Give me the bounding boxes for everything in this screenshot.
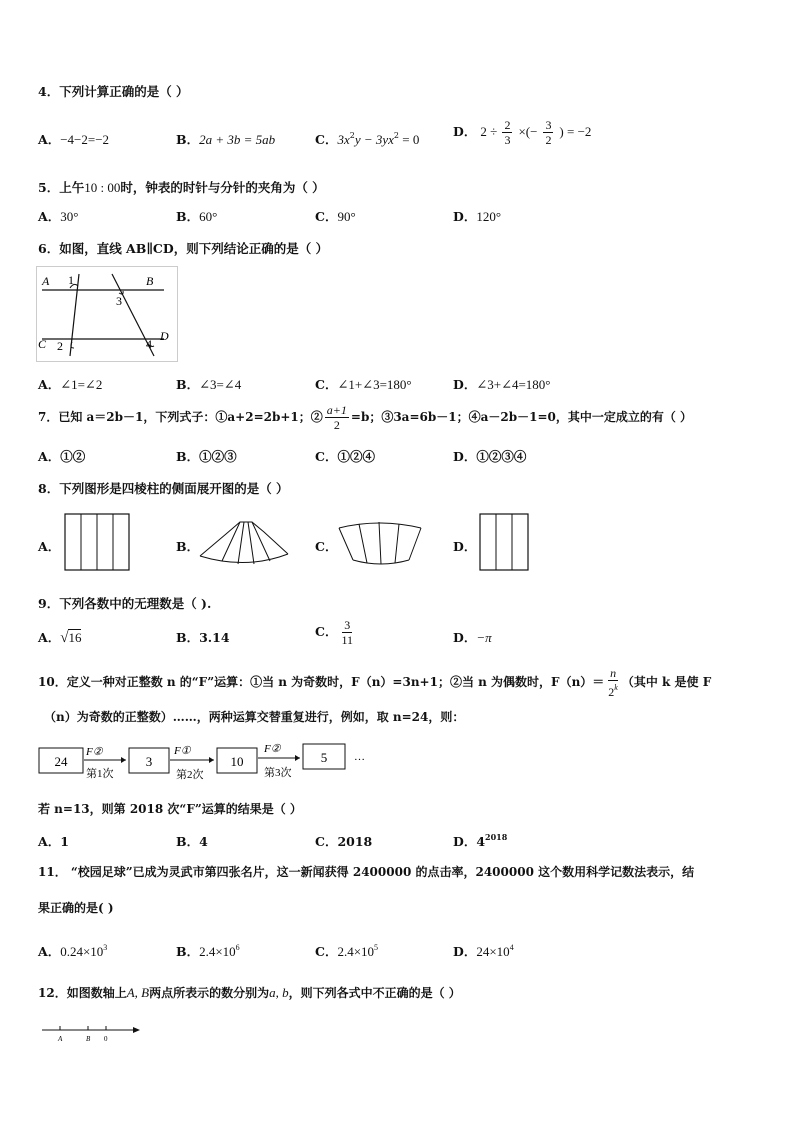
q8-option-b[interactable]: B． [176,539,200,554]
q4-d-pre: 2 ÷ [480,124,501,139]
question-10-stem-line-1: 10．定义一种对正整数 n 的“F”运算：①当 n 为奇数时，F（n）=3n+1；②当 n 为偶数时，F（n）＝ $\frac{n}{2^k}$ （其中 k 是使 F [38,666,712,699]
label-c: C [38,337,47,351]
q9-option-b[interactable]: B．3.14 [176,630,230,645]
option-label: C． [315,132,338,147]
angle-2-label: 2 [57,339,63,353]
q4-d-times: ×(− [518,124,538,139]
parallel-lines-figure [36,266,178,362]
q8-option-c[interactable]: C． [315,539,338,554]
flow-value-4: 5 [320,750,328,765]
question-4-stem: 4．下列计算正确的是（ ） [38,84,189,99]
q4-option-c[interactable]: C．$3x^2y - 3yx^2 = 0$ [315,131,420,147]
q6-option-d[interactable]: D．∠3+∠4=180° [453,377,551,392]
flow-ellipsis: … [354,751,365,763]
flow-value-2: 3 [145,754,153,769]
q11-option-a[interactable]: A．$0.24\times 10^3$ [38,943,108,959]
question-11-stem-line-2: 果正确的是( ) [38,901,114,915]
q11-option-b[interactable]: B．$2.4\times 10^6$ [176,943,240,959]
question-6-stem: 6．如图，直线 AB∥CD，则下列结论正确的是（ ） [38,241,329,256]
option-label: B． [176,132,200,147]
q8-option-d[interactable]: D． [453,539,477,554]
question-9-stem: 9．下列各数中的无理数是（ ). [38,596,212,611]
flow-value-3: 10 [230,754,244,769]
question-7-stem: 7．已知 a＝2b－1，下列式子：①a+2=2b+1；② $\frac{a+1}{2}$ =b；③3a=6b－1；④a－2b－1=0，其中一定成立的有（ ） [38,403,693,432]
q10-option-c[interactable]: C．2018 [315,834,373,849]
question-12-stem: 12．如图数轴上A, B两点所表示的数分别为a, b，则下列各式中不正确的是（ ） [38,985,461,1000]
q11-option-d[interactable]: D．$24\times 10^4$ [453,943,514,959]
axis-label-a: A [58,1035,63,1043]
q5-option-d[interactable]: D．120° [453,209,502,224]
q7-option-b[interactable]: B．①②③ [176,449,237,464]
flow-step-2: 第2次 [176,769,204,781]
q5-option-a[interactable]: A．30° [38,209,79,224]
q9-option-d[interactable]: D．−π [453,630,492,645]
arc-net-figure [335,518,425,566]
angle-4-label: 4 [146,337,152,351]
q5-option-c[interactable]: C．90° [315,209,356,224]
flow-value-1: 24 [54,754,68,769]
q4-c-expr-2: y − 3yx [354,132,394,147]
q10-option-b[interactable]: B．4 [176,834,208,849]
label-d: D [160,329,169,343]
f-operation-flowchart [36,738,368,782]
label-a: A [42,274,50,288]
label-b: B [146,274,154,288]
q5-option-b[interactable]: B．60° [176,209,218,224]
net-four-rectangles-figure [64,513,132,573]
q6-option-c[interactable]: C．∠1+∠3=180° [315,377,412,392]
angle-1-label: 1 [68,273,74,287]
q4-a-expr: −4−2=−2 [60,132,110,147]
q9-option-c[interactable]: C． $\frac{3}{11}$ [315,618,354,647]
net-three-rectangles-figure [479,513,533,573]
q4-d-fraction-2: $\frac{3}{2}$ [545,118,552,147]
q7-option-a[interactable]: A．①② [38,449,86,464]
flow-op-3: F② [264,743,281,755]
q4-option-b[interactable] [176,130,275,148]
flow-op-2: F① [174,745,191,757]
axis-label-origin: 0 [104,1035,108,1043]
question-8-stem: 8．下列图形是四棱柱的侧面展开图的是（ ） [38,481,289,496]
q7-option-d[interactable]: D．①②③④ [453,449,527,464]
q8-option-a[interactable]: A． [38,539,61,554]
angle-3-label: 3 [116,294,122,308]
q10-option-d[interactable]: D．$4^{2018}$ [453,832,508,849]
q4-c-expr-1: 3x [337,132,350,147]
question-11-stem-line-1: 11． “校园足球”已成为灵武市第四张名片，这一新闻获得 2400000 的点击率，2400000 这个数用科学记数法表示，结 [38,865,695,879]
q6-option-a[interactable]: A．∠1=∠2 [38,377,103,392]
flow-step-3: 第3次 [264,767,292,779]
q4-option-a[interactable] [38,130,109,148]
question-10-stem-line-2: （n）为奇数的正整数）……，两种运算交替重复进行，例如，取 n=24，则： [44,710,465,724]
q9-a-radicand: 16 [68,630,82,645]
fan-net-figure [196,518,292,566]
q4-d-fraction-1: $\frac{2}{3}$ [504,118,511,147]
q4-b-expr: 2a + 3b = 5ab [199,132,276,147]
axis-label-b: B [86,1035,91,1043]
flow-step-1: 第1次 [86,768,114,780]
flow-op-1: F② [86,746,103,758]
option-label: A． [38,132,61,147]
q11-option-c[interactable]: C．$2.4\times 10^5$ [315,943,379,959]
q4-option-d[interactable] [453,118,591,147]
q4-c-expr-3: = 0 [399,132,420,147]
q6-option-b[interactable]: B．∠3=∠4 [176,377,242,392]
q10-option-a[interactable]: A．1 [38,834,69,849]
number-line-figure [40,1024,144,1046]
option-label: D． [453,124,477,139]
question-10-stem-line-3: 若 n=13，则第 2018 次“F”运算的结果是（ ） [38,802,302,816]
question-5-stem: 5．上午10 : 00时，钟表的时针与分针的夹角为（ ） [38,180,325,195]
q7-option-c[interactable]: C．①②④ [315,449,375,464]
q4-d-post: ) = −2 [559,124,592,139]
q9-option-a[interactable]: A．√16 [38,630,82,646]
